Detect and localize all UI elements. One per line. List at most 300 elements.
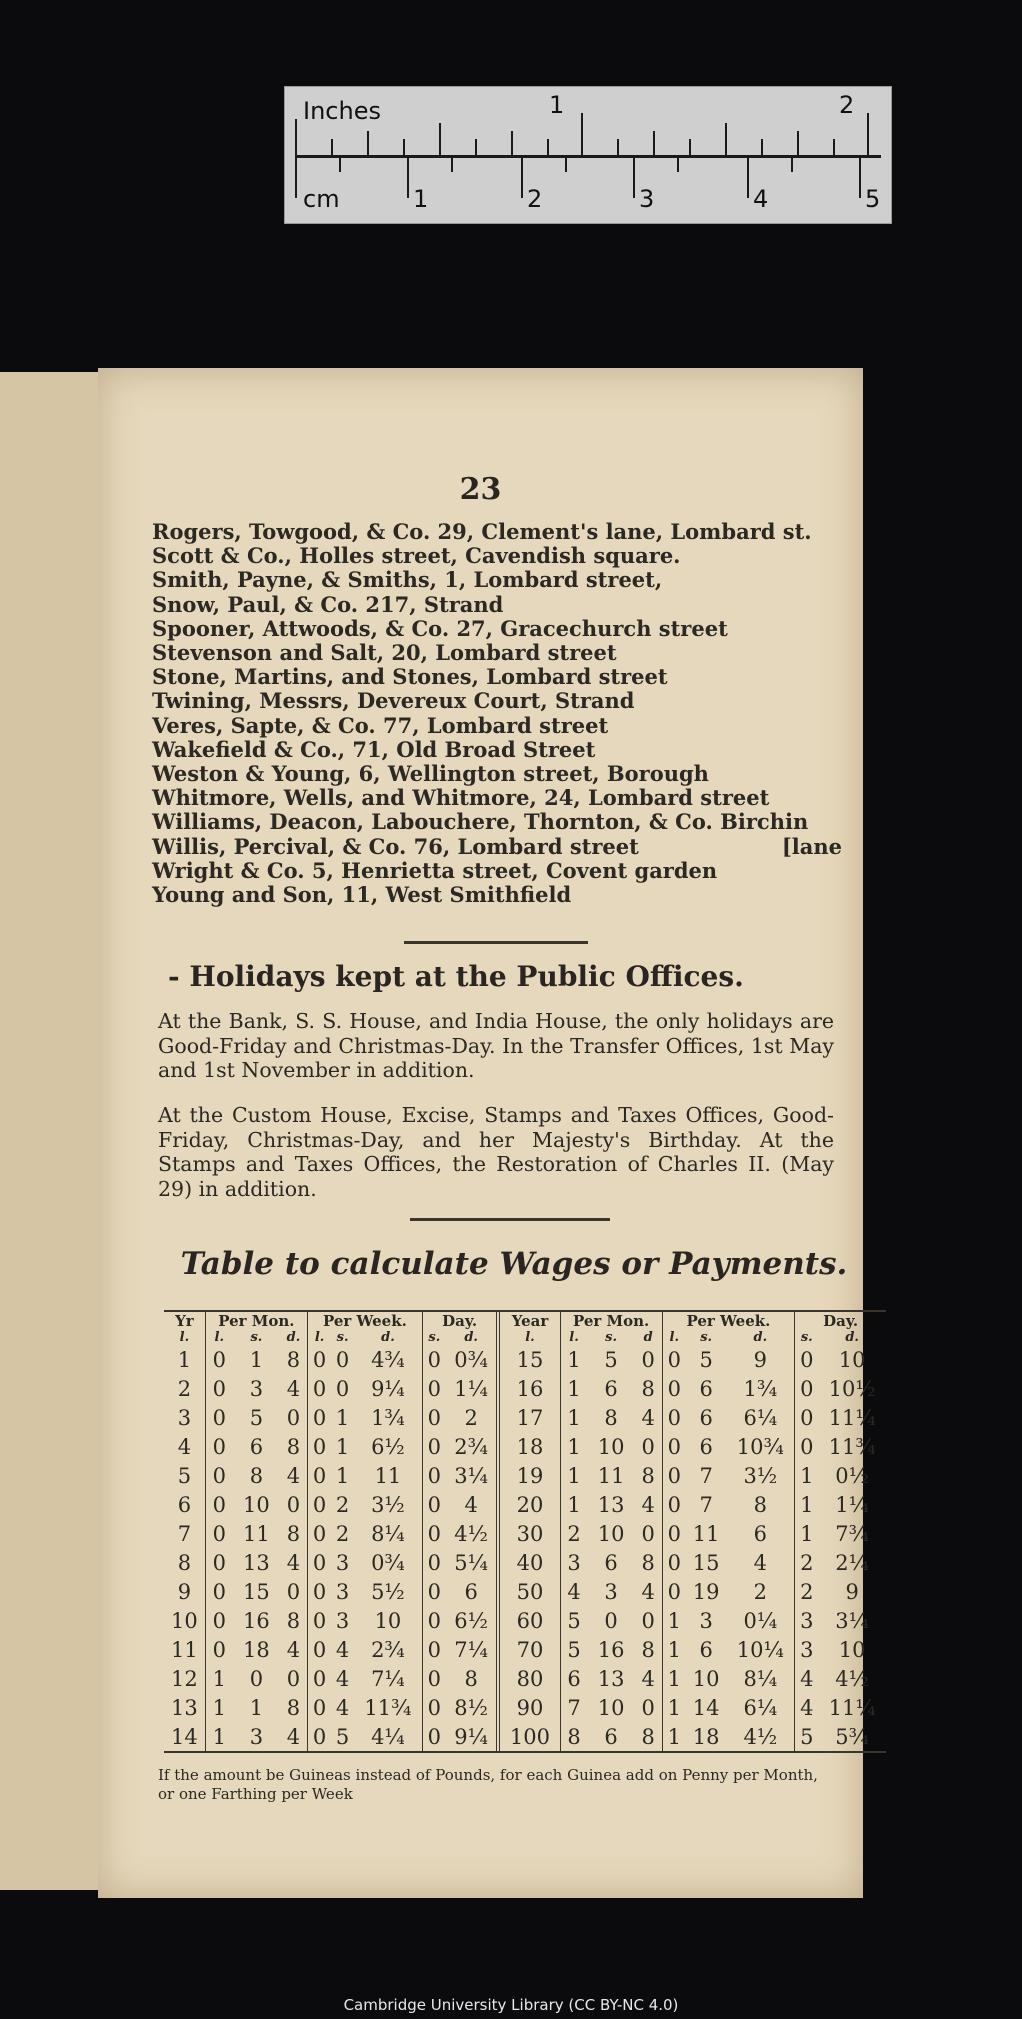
holidays-heading: - Holidays kept at the Public Offices.	[168, 960, 744, 993]
bank-entry-text: Willis, Percival, & Co. 76, Lombard street	[152, 833, 639, 859]
bank-entry-text: Snow, Paul, & Co. 217, Strand	[152, 591, 504, 617]
table-cell: 0	[795, 1432, 819, 1461]
table-cell: 0	[641, 1695, 655, 1720]
table-cell: 10	[243, 1492, 270, 1517]
table-cell: 7	[699, 1463, 713, 1488]
table-row	[164, 1519, 886, 1548]
table-cell: 4½	[743, 1724, 778, 1749]
bank-entry	[152, 568, 842, 592]
table-cell: 13	[171, 1695, 198, 1720]
table-cell: 60	[498, 1606, 560, 1635]
table-cell: 0	[662, 1519, 686, 1548]
table-cell: 11¼	[828, 1695, 876, 1720]
table-cell: 0	[307, 1548, 331, 1577]
bank-entry-text: Veres, Sapte, & Co. 77, Lombard street	[152, 712, 609, 738]
table-cell: 13	[243, 1550, 270, 1575]
image-credit: Cambridge University Library (CC BY-NC 4.0)	[343, 1996, 679, 2014]
table-cell: 5	[335, 1724, 350, 1749]
table-cell: 11¾	[828, 1434, 876, 1459]
table-cell: 2	[335, 1521, 350, 1546]
table-cell: 0	[286, 1579, 301, 1604]
table-cell: 1	[662, 1635, 686, 1664]
table-cell: 6	[753, 1521, 768, 1546]
table-unit-header: l.	[179, 1330, 190, 1345]
bank-entry	[152, 641, 842, 665]
table-cell: 19	[498, 1461, 560, 1490]
ruler-tick	[633, 158, 635, 198]
table-group-header-row	[164, 1312, 886, 1330]
table-cell: 5½	[371, 1579, 405, 1604]
bank-entry-text: Wakefield & Co., 71, Old Broad Street	[152, 736, 596, 762]
table-cell: 10	[171, 1608, 198, 1633]
table-cell: 10	[374, 1608, 402, 1633]
table-row	[164, 1490, 886, 1519]
facing-page-edge	[0, 372, 112, 1890]
table-cell: 1	[249, 1347, 264, 1372]
table-cell: 6	[604, 1550, 618, 1575]
bank-entry-text: Young and Son, 11, West Smithfield	[152, 882, 572, 908]
section-divider	[410, 1218, 610, 1221]
table-row	[164, 1664, 886, 1693]
table-cell: 17	[498, 1403, 560, 1432]
table-cell: 8	[560, 1722, 587, 1751]
table-cell: 8¼	[371, 1521, 405, 1546]
table-cell: 0	[422, 1432, 446, 1461]
table-cell: 7	[699, 1492, 713, 1517]
table-cell: 9	[753, 1347, 768, 1372]
bank-entry-text: Scott & Co., Holles street, Cavendish square.	[152, 543, 681, 569]
table-cell: 1	[335, 1434, 350, 1459]
table-cell: 7¼	[371, 1666, 405, 1691]
table-cell: 0¼	[743, 1608, 778, 1633]
table-group-header: Per Week.	[662, 1312, 794, 1330]
ruler-tick	[295, 158, 297, 198]
table-cell: 7¼	[454, 1637, 489, 1662]
bank-entry	[152, 859, 842, 883]
table-cell: 0	[641, 1521, 655, 1546]
table-cell: 0	[307, 1403, 331, 1432]
bank-entry-text: Weston & Young, 6, Wellington street, Borough	[152, 761, 709, 787]
table-cell: 0	[205, 1461, 232, 1490]
table-cell: 0	[422, 1403, 446, 1432]
table-cell: 9	[845, 1579, 859, 1604]
ruler-tick	[565, 158, 567, 172]
bank-entry-text: Whitmore, Wells, and Whitmore, 24, Lombard street	[152, 785, 770, 811]
table-cell: 0	[205, 1606, 232, 1635]
bank-entry	[152, 883, 842, 907]
table-row	[164, 1432, 886, 1461]
table-cell: 5	[604, 1347, 618, 1372]
table-cell: 6	[699, 1637, 713, 1662]
table-cell: 6	[699, 1405, 713, 1430]
holidays-paragraph-2: At the Custom House, Excise, Stamps and Taxes Offices, Good-Friday, Christmas-Day, and her Majesty's Birthday. At the Stamps and Taxes Offices, the Restoration of Charles II. (May 29) in addition.	[158, 1103, 834, 1201]
table-cell: 11	[374, 1463, 402, 1488]
table-cell: 6½	[454, 1608, 489, 1633]
ruler-tick	[331, 139, 333, 155]
table-cell: 0	[422, 1461, 446, 1490]
table-unit-header: s.	[700, 1330, 713, 1345]
table-cell: 3¼	[835, 1608, 870, 1633]
table-cell: 1	[795, 1461, 819, 1490]
table-unit-header: d.	[286, 1330, 301, 1345]
table-cell: 8	[641, 1550, 655, 1575]
table-cell: 3½	[371, 1492, 405, 1517]
table-cell: 5¾	[835, 1724, 870, 1749]
table-row	[164, 1461, 886, 1490]
table-cell: 4	[286, 1463, 301, 1488]
ruler-inch-mark-2: 2	[839, 91, 855, 119]
table-row	[164, 1606, 886, 1635]
table-cell: 3¼	[454, 1463, 489, 1488]
table-unit-header: l.	[307, 1330, 331, 1345]
table-cell: 14	[171, 1724, 198, 1749]
table-cell: 6	[560, 1664, 587, 1693]
table-group-header: Day.	[422, 1312, 498, 1330]
table-cell: 0	[335, 1376, 350, 1401]
table-cell: 16	[498, 1374, 560, 1403]
table-unit-header: l.	[205, 1330, 232, 1345]
table-cell: 1	[560, 1374, 587, 1403]
table-cell: 9¼	[454, 1724, 489, 1749]
table-unit-header-row	[164, 1330, 886, 1345]
bank-entry	[152, 689, 842, 713]
table-cell: 11	[243, 1521, 270, 1546]
table-cell: 0	[641, 1347, 655, 1372]
ruler-tick	[295, 119, 297, 155]
table-cell: 0	[205, 1548, 232, 1577]
table-cell: 0	[422, 1664, 446, 1693]
table-cell: 1	[205, 1664, 232, 1693]
table-cell: 6	[464, 1579, 478, 1604]
table-cell: 10	[597, 1695, 625, 1720]
table-cell: 10	[597, 1434, 625, 1459]
ruler-tick	[761, 139, 763, 155]
table-cell: 1	[335, 1405, 350, 1430]
table-cell: 3½	[743, 1463, 778, 1488]
table-row	[164, 1548, 886, 1577]
table-cell: 8	[286, 1434, 301, 1459]
table-cell: 4½	[454, 1521, 489, 1546]
table-cell: 1	[795, 1490, 819, 1519]
table-cell: 0	[205, 1345, 232, 1374]
table-cell: 0	[422, 1548, 446, 1577]
table-cell: 0	[422, 1635, 446, 1664]
table-cell: 4½	[835, 1666, 870, 1691]
table-cell: 8¼	[743, 1666, 778, 1691]
ruler-cm-mark-3: 3	[639, 185, 655, 213]
table-cell: 1	[560, 1345, 587, 1374]
table-cell: 0	[307, 1461, 331, 1490]
table-unit-header: s.	[422, 1330, 446, 1345]
table-cell: 4	[286, 1376, 301, 1401]
ruler-tick	[367, 131, 369, 155]
table-cell: 2	[753, 1579, 768, 1604]
bank-entry	[152, 835, 842, 859]
bank-entry-text: Twining, Messrs, Devereux Court, Strand	[152, 688, 635, 714]
table-cell: 4	[795, 1664, 819, 1693]
table-cell: 0	[307, 1432, 331, 1461]
bank-entry	[152, 786, 842, 810]
ruler-tick	[747, 158, 749, 198]
table-row	[164, 1403, 886, 1432]
table-cell: 4	[641, 1492, 655, 1517]
table-row	[164, 1693, 886, 1722]
table-cell: 1¾	[743, 1376, 778, 1401]
table-cell: 1	[662, 1693, 686, 1722]
table-unit-header: d.	[381, 1330, 395, 1345]
table-cell: 8	[286, 1695, 301, 1720]
table-cell: 0	[662, 1548, 686, 1577]
table-cell: 1	[560, 1461, 587, 1490]
table-cell: 6	[177, 1492, 192, 1517]
ruler-cm-mark-4: 4	[753, 185, 769, 213]
table-cell: 5	[699, 1347, 713, 1372]
table-group-header: Per Mon.	[205, 1312, 307, 1330]
table-cell: 1	[249, 1695, 264, 1720]
table-cell: 2	[177, 1376, 192, 1401]
table-group-header: Yr	[175, 1312, 194, 1330]
ruler-tick	[403, 139, 405, 155]
table-cell: 3	[335, 1550, 350, 1575]
table-cell: 8	[641, 1637, 655, 1662]
table-cell: 7	[177, 1521, 192, 1546]
ruler-tick	[547, 139, 549, 155]
table-cell: 1	[662, 1722, 686, 1751]
table-cell: 5¼	[454, 1550, 489, 1575]
table-cell: 4¾	[371, 1347, 405, 1372]
table-cell: 6½	[371, 1434, 405, 1459]
table-unit-header: d.	[845, 1330, 859, 1345]
table-cell: 100	[498, 1722, 560, 1751]
table-cell: 0	[307, 1606, 331, 1635]
table-cell: 0	[662, 1432, 686, 1461]
table-cell: 0	[335, 1347, 350, 1372]
bank-entry-text: Stone, Martins, and Stones, Lombard street	[152, 664, 668, 690]
ruler-tick	[511, 131, 513, 155]
ruler-cm-label: cm	[303, 185, 340, 213]
table-cell: 1	[177, 1347, 192, 1372]
table-row	[164, 1635, 886, 1664]
bank-entry-continuation: [lane	[781, 833, 842, 859]
table-row	[164, 1374, 886, 1403]
table-cell: 20	[498, 1490, 560, 1519]
table-cell: 1	[560, 1403, 587, 1432]
table-cell: 5	[560, 1635, 587, 1664]
table-cell: 7	[560, 1693, 587, 1722]
table-cell: 0½	[835, 1463, 870, 1488]
table-cell: 0	[286, 1666, 301, 1691]
table-cell: 0	[307, 1374, 331, 1403]
table-cell: 6	[604, 1724, 618, 1749]
table-cell: 3	[335, 1608, 350, 1633]
table-cell: 0	[662, 1374, 686, 1403]
table-row	[164, 1722, 886, 1751]
table-cell: 6	[699, 1376, 713, 1401]
ruler-baseline	[295, 155, 881, 158]
table-cell: 14	[692, 1695, 720, 1720]
table-cell: 16	[597, 1637, 625, 1662]
table-cell: 3	[177, 1405, 192, 1430]
table-cell: 0	[286, 1405, 301, 1430]
table-cell: 10	[838, 1347, 866, 1372]
table-cell: 0	[307, 1722, 331, 1751]
table-group-header: Year	[498, 1312, 560, 1330]
ruler-cm-mark-2: 2	[527, 185, 543, 213]
table-cell: 4	[641, 1579, 655, 1604]
table-cell: 3	[795, 1606, 819, 1635]
table-group-header: Per Week.	[307, 1312, 422, 1330]
bank-entry-text: Rogers, Towgood, & Co. 29, Clement's lane, Lombard st.	[152, 519, 812, 544]
table-cell: 5	[177, 1463, 192, 1488]
table-cell: 4	[286, 1724, 301, 1749]
table-row	[164, 1577, 886, 1606]
table-unit-header: l.	[560, 1330, 587, 1345]
table-cell: 1	[662, 1664, 686, 1693]
table-cell: 0	[205, 1490, 232, 1519]
table-cell: 18	[243, 1637, 270, 1662]
table-cell: 11¼	[828, 1405, 876, 1430]
table-cell: 0¾	[371, 1550, 405, 1575]
table-cell: 70	[498, 1635, 560, 1664]
table-cell: 4	[286, 1550, 301, 1575]
table-cell: 1	[205, 1693, 232, 1722]
table-cell: 50	[498, 1577, 560, 1606]
table-row	[164, 1345, 886, 1374]
table-cell: 10	[597, 1521, 625, 1546]
table-cell: 3	[604, 1579, 618, 1604]
table-cell: 0	[307, 1577, 331, 1606]
table-cell: 0	[307, 1664, 331, 1693]
ruler-tick	[451, 158, 453, 172]
table-cell: 30	[498, 1519, 560, 1548]
table-cell: 9¼	[371, 1376, 405, 1401]
table-cell: 8	[464, 1666, 478, 1691]
table-cell: 0	[662, 1345, 686, 1374]
bank-entry	[152, 810, 842, 834]
table-cell: 0	[422, 1722, 446, 1751]
table-cell: 0	[205, 1432, 232, 1461]
bank-entry	[152, 762, 842, 786]
table-cell: 0	[249, 1666, 264, 1691]
table-cell: 10¼	[736, 1637, 784, 1662]
table-cell: 1	[560, 1490, 587, 1519]
table-cell: 8	[604, 1405, 618, 1430]
table-cell: 4	[177, 1434, 192, 1459]
table-unit-header: l.	[498, 1330, 560, 1345]
holidays-paragraph-1: At the Bank, S. S. House, and India House, the only holidays are Good-Friday and Christmas-Day. In the Transfer Offices, 1st May and 1st November in addition.	[158, 1009, 834, 1082]
table-cell: 1	[205, 1722, 232, 1751]
table-cell: 0	[205, 1374, 232, 1403]
table-cell: 15	[243, 1579, 270, 1604]
ruler-inches-label: Inches	[303, 97, 381, 125]
table-cell: 8	[286, 1347, 301, 1372]
table-cell: 10¾	[736, 1434, 784, 1459]
table-cell: 2¾	[371, 1637, 405, 1662]
table-cell: 0	[422, 1490, 446, 1519]
table-cell: 1	[662, 1606, 686, 1635]
table-cell: 8	[249, 1463, 264, 1488]
table-cell: 2	[560, 1519, 587, 1548]
ruler-tick	[475, 139, 477, 155]
bank-entry	[152, 593, 842, 617]
bank-entry	[152, 738, 842, 762]
table-cell: 6¼	[743, 1695, 778, 1720]
table-cell: 0	[422, 1519, 446, 1548]
table-cell: 2	[795, 1577, 819, 1606]
table-cell: 1¼	[454, 1376, 489, 1401]
ruler-tick	[833, 139, 835, 155]
ruler-cm-mark-1: 1	[413, 185, 429, 213]
table-group-header: Day.	[795, 1312, 886, 1330]
bank-list	[152, 520, 842, 907]
table-cell: 4	[560, 1577, 587, 1606]
ruler-tick	[867, 113, 869, 155]
table-cell: 3	[560, 1548, 587, 1577]
table-cell: 10	[692, 1666, 720, 1691]
table-cell: 0	[307, 1345, 331, 1374]
table-cell: 4	[464, 1492, 478, 1517]
table-cell: 90	[498, 1693, 560, 1722]
table-cell: 1¼	[835, 1492, 870, 1517]
table-cell: 0	[641, 1608, 655, 1633]
table-cell: 8	[177, 1550, 192, 1575]
table-cell: 6	[604, 1376, 618, 1401]
table-cell: 6¼	[743, 1405, 778, 1430]
table-cell: 11¾	[364, 1695, 412, 1720]
ruler-inch-mark-1: 1	[549, 91, 565, 119]
table-cell: 13	[597, 1492, 625, 1517]
bank-entry-text: Wright & Co. 5, Henrietta street, Covent garden	[152, 857, 718, 883]
table-cell: 8	[641, 1463, 655, 1488]
table-cell: 3	[249, 1724, 264, 1749]
table-cell: 0	[422, 1374, 446, 1403]
table-cell: 4	[753, 1550, 768, 1575]
table-cell: 10½	[828, 1376, 876, 1401]
table-cell: 0	[205, 1577, 232, 1606]
table-cell: 4	[335, 1695, 350, 1720]
table-cell: 4¼	[371, 1724, 405, 1749]
table-cell: 8	[753, 1492, 768, 1517]
table-cell: 0	[641, 1434, 655, 1459]
table-cell: 9	[177, 1579, 192, 1604]
table-cell: 4	[335, 1666, 350, 1691]
bank-entry	[152, 714, 842, 738]
table-cell: 3	[795, 1635, 819, 1664]
ruler-tick	[339, 158, 341, 172]
table-cell: 0	[307, 1519, 331, 1548]
table-cell: 0	[307, 1635, 331, 1664]
bank-entry	[152, 520, 842, 544]
bank-entry-text: Stevenson and Salt, 20, Lombard street	[152, 640, 617, 666]
table-group-header: Per Mon.	[560, 1312, 662, 1330]
table-cell: 1	[335, 1463, 350, 1488]
table-cell: 19	[692, 1579, 720, 1604]
table-unit-header: d	[643, 1330, 653, 1345]
table-cell: 6	[699, 1434, 713, 1459]
table-cell: 8	[286, 1608, 301, 1633]
table-cell: 3	[335, 1579, 350, 1604]
table-cell: 2	[464, 1405, 478, 1430]
table-cell: 11	[171, 1637, 198, 1662]
ruler-tick	[407, 158, 409, 198]
table-cell: 10	[838, 1637, 866, 1662]
table-cell: 0	[205, 1635, 232, 1664]
table-cell: 2¾	[454, 1434, 489, 1459]
table-heading: Table to calculate Wages or Payments.	[180, 1246, 848, 1282]
table-cell: 2	[335, 1492, 350, 1517]
scale-ruler	[284, 86, 892, 224]
bank-entry	[152, 544, 842, 568]
